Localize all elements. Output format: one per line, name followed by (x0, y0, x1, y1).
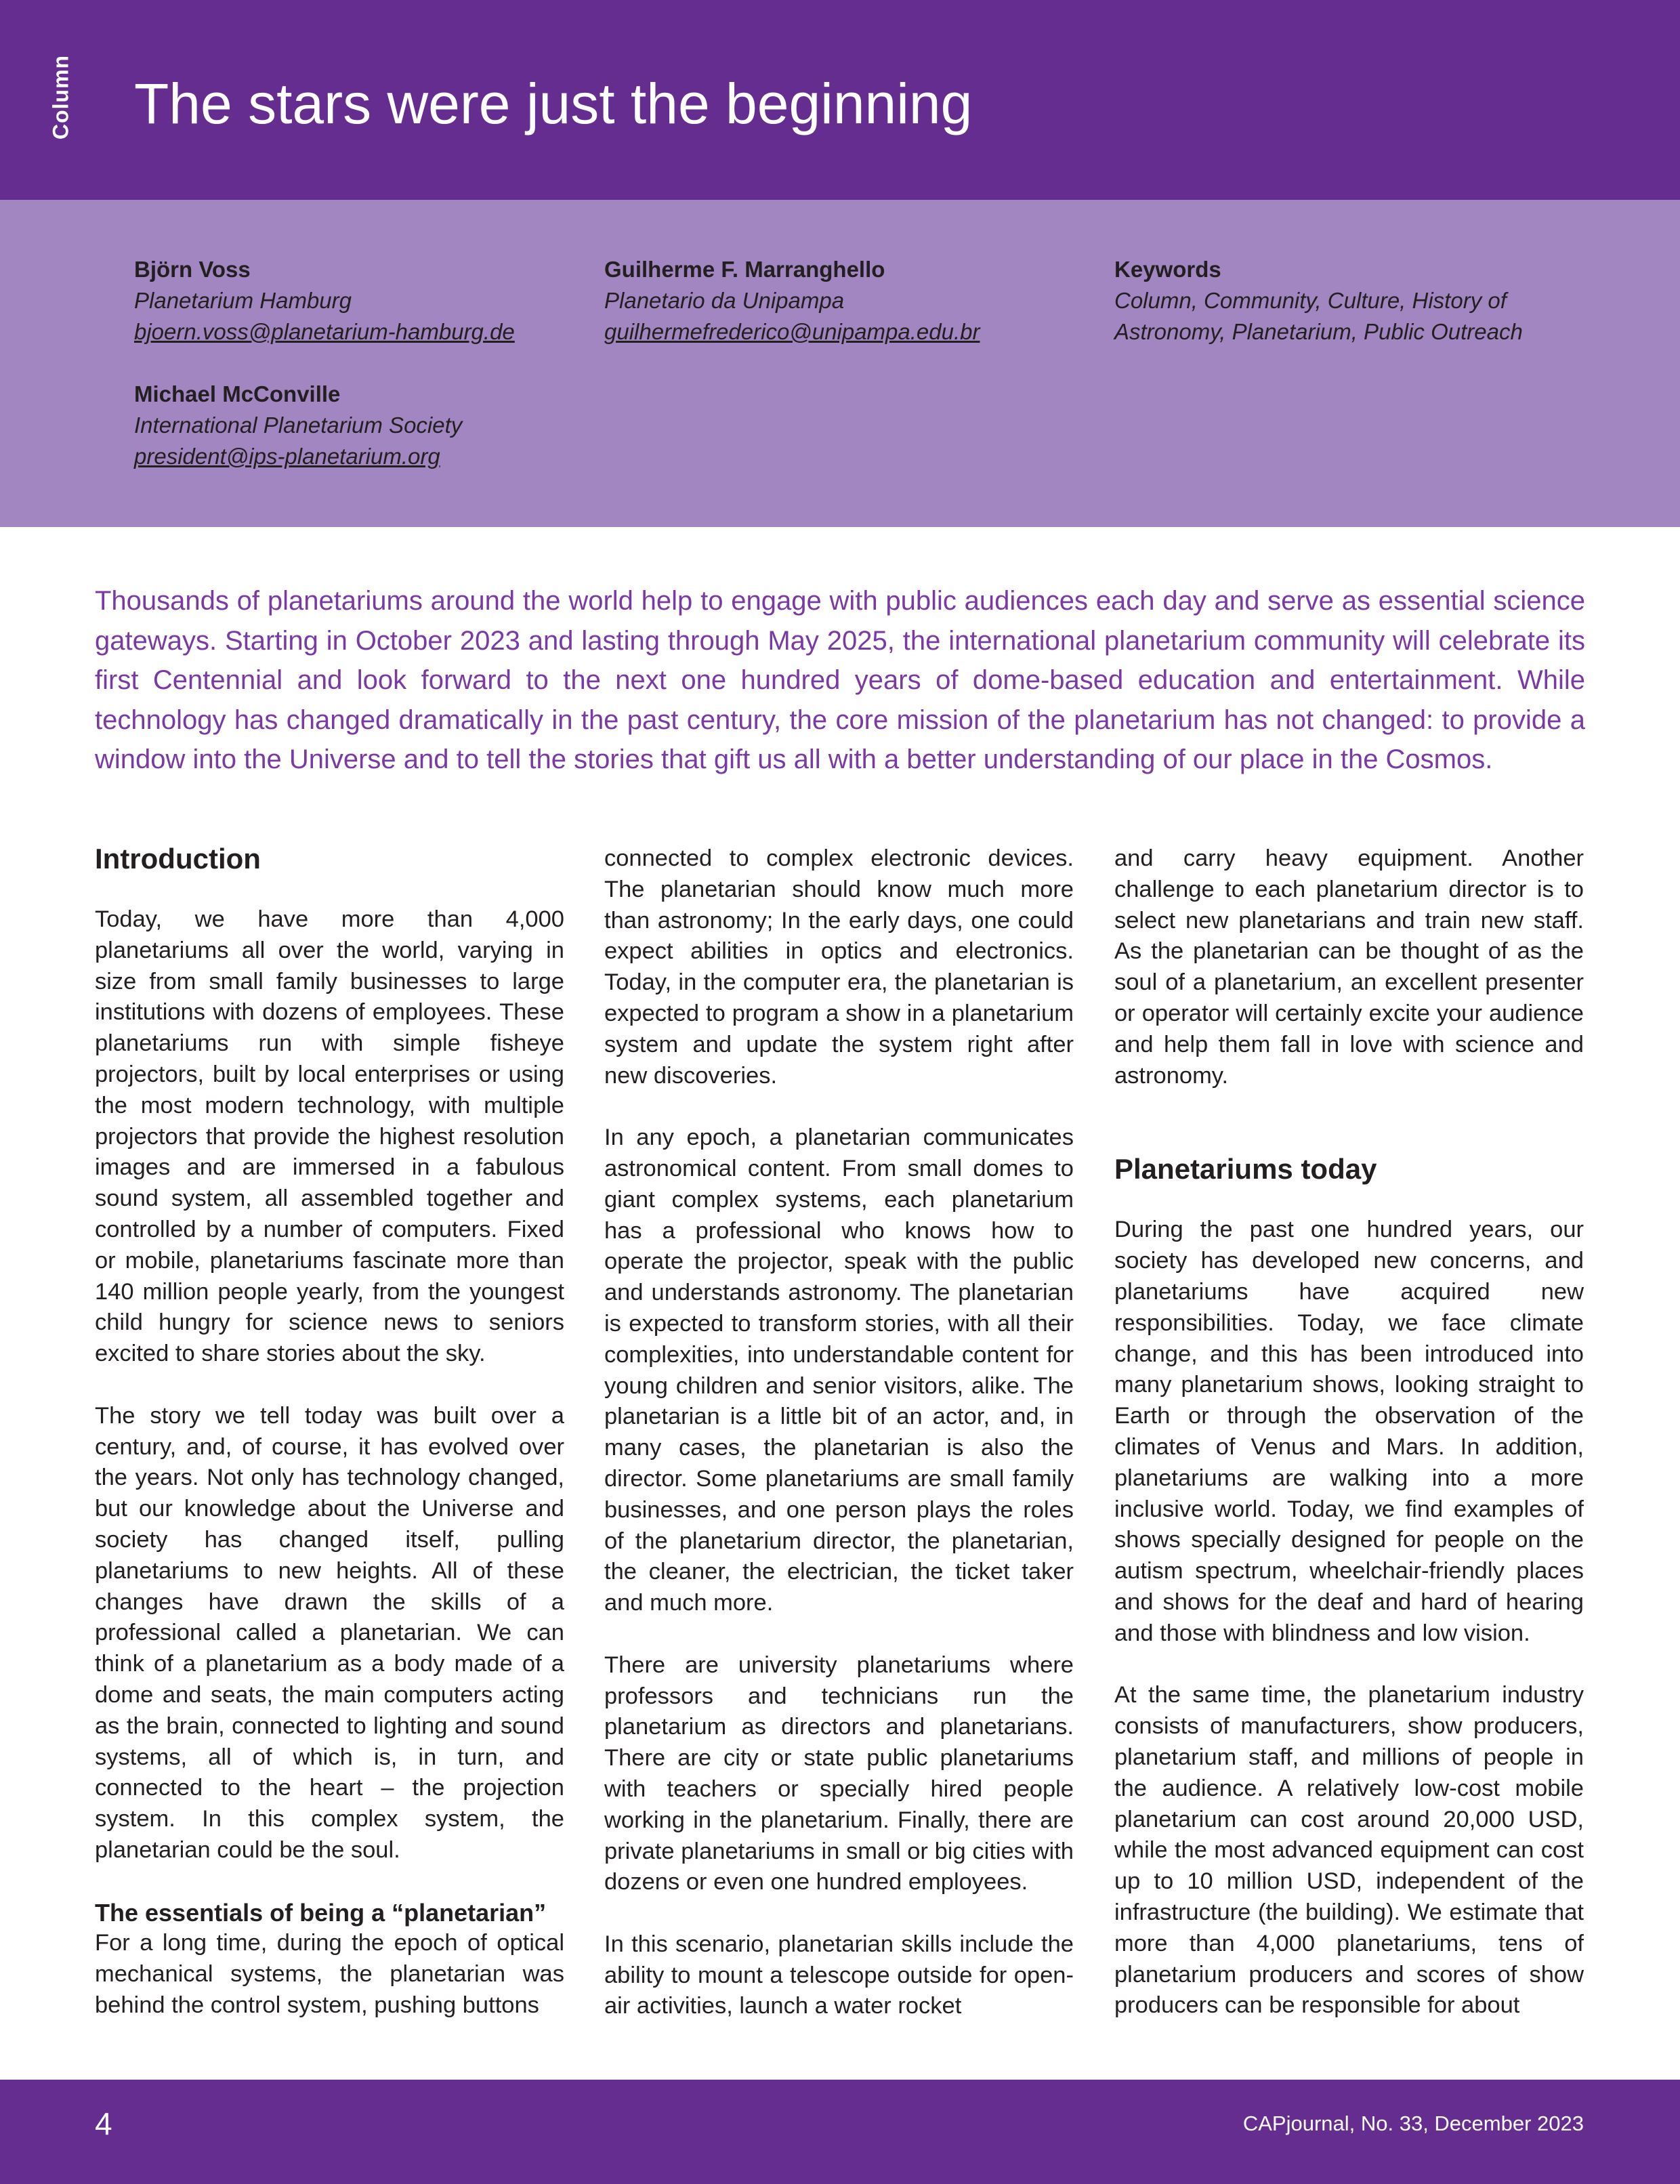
author-block (134, 254, 515, 348)
author-affiliation: International Planetarium Society (134, 413, 463, 438)
author-name: Michael McConville (134, 381, 341, 406)
author-name: Guilherme F. Marranghello (604, 257, 885, 282)
column-2 (604, 843, 1074, 2022)
paragraph: In this scenario, planetarian skills include the ability to mount a telescope outside for open-air activities, launch a water rocket (604, 1931, 1074, 2019)
author-block (604, 254, 980, 348)
author-name: Björn Voss (134, 257, 251, 282)
paragraph: connected to complex electronic devices. The planetarian should know much more than astronomy; In the early days, one could expect abilities in optics and electronics. Today, in the computer era, the planetarian is expected to program a show in a planetarium system and update the system right after new discoveries. (604, 845, 1074, 1089)
author-email-link[interactable]: president@ips-planetarium.org (134, 444, 440, 469)
author-affiliation: Planetarium Hamburg (134, 288, 352, 313)
page-number: 4 (95, 2106, 112, 2141)
keywords-block (1114, 254, 1523, 348)
section-heading-planetariums-today: Planetariums today (1114, 1153, 1377, 1185)
paragraph: In any epoch, a planetarian communicates astronomical content. From small domes to giant complex systems, each planetarium has a professional who knows how to operate the projector, speak with the public and understands astronomy. The planetarian is expected to transform stories, with all their complexities, into understandable content for young children and senior visitors, alike. The planetarian is a little bit of an actor, and, in many cases, the planetarian is also the director. Some planetariums are small family businesses, and one person plays the roles of the planetarium director, the planetarian, the cleaner, the electrician, the ticket taker and much more. (604, 1125, 1074, 1616)
author-affiliation: Planetario da Unipampa (604, 288, 845, 313)
author-email-link[interactable]: bjoern.voss@planetarium-hamburg.de (134, 319, 515, 344)
paragraph: There are university planetariums where professors and technicians run the planetarium as directors and planetarians. There are city or state public planetariums with teachers or specially hired people working in the planetarium. Finally, there are private planetariums in small or big cities with dozens or even one hundred employees. (604, 1652, 1074, 1895)
paragraph: The story we tell today was built over a century, and, of course, it has evolved over the years. Not only has technology changed, but our knowledge about the Universe and society has changed itself, pulling planetariums to new heights. All of these changes have drawn the skills of a professional called a planetarian. We can think of a planetarium as a body made of a dome and seats, the main computers acting as the brain, connected to lighting and sound systems, all of which is, in turn, and connected to the heart – the projection system. In this complex system, the planetarian could be the soul. (95, 1402, 564, 1863)
header-bar (0, 0, 1680, 200)
section-heading-introduction: Introduction (95, 843, 261, 875)
author-block (134, 379, 462, 472)
subsection-heading-essentials: The essentials of being a “planetarian” (95, 1898, 547, 1927)
author-band (0, 200, 1680, 527)
section-label: Column (48, 54, 73, 140)
keywords-heading: Keywords (1114, 257, 1221, 282)
article-title: The stars were just the beginning (134, 72, 973, 135)
paragraph: and carry heavy equipment. Another challenge to each planetarium director is to select new planetarians and train new staff. As the planetarian can be thought of as the soul of a planetarium, an excellent presenter or operator will certainly excite your audience and help them fall in love with science and astronomy. (1114, 845, 1584, 1089)
keywords-line: Astronomy, Planetarium, Public Outreach (1114, 319, 1523, 344)
paragraph: At the same time, the planetarium industry consists of manufacturers, show producers, planetarium staff, and millions of people in the audience. A relatively low-cost mobile planetarium can cost around 20,000 USD, while the most advanced equipment can cost up to 10 million USD, independent of the infrastructure (the building). We estimate that more than 4,000 planetariums, tens of planetarium producers and scores of show producers can be responsible for about (1114, 1682, 1584, 2019)
author-email-link[interactable]: guilhermefrederico@unipampa.edu.br (604, 319, 980, 344)
journal-citation: CAPjournal, No. 33, December 2023 (1242, 2112, 1584, 2135)
paragraph: Today, we have more than 4,000 planetariums all over the world, varying in size from small family businesses to large institutions with dozens of employees. These planetariums run with simple fisheye projectors, built by local enterprises or using the most modern technology, with multiple projectors that provide the highest resolution images and are immersed in a fabulous sound system, all assembled together and controlled by a number of computers. Fixed or mobile, planetariums fascinate more than 140 million people yearly, from the youngest child hungry for science news to seniors excited to share stories about the sky. (95, 906, 564, 1367)
paragraph: For a long time, during the epoch of optical mechanical systems, the planetarian was behind the control system, pushing buttons (95, 1930, 564, 2018)
column-1 (95, 843, 564, 2022)
column-3 (1114, 843, 1584, 2022)
keywords-line: Column, Community, Culture, History of (1114, 288, 1507, 313)
paragraph: During the past one hundred years, our society has developed new concerns, and planetariums have acquired new responsibilities. Today, we face climate change, and this has been introduced into many planetarium shows, looking straight to Earth or through the observation of the climates of Venus and Mars. In addition, planetariums are walking into a more inclusive world. Today, we find examples of shows specially designed for people on the autism spectrum, wheelchair-friendly places and shows for the deaf and hard of hearing and those with blindness and low vision. (1114, 1217, 1584, 1646)
abstract: Thousands of planetariums around the world help to engage with public audiences each day and serve as essential science gateways. Starting in October 2023 and lasting through May 2025, the international planetarium community will celebrate its first Centennial and look forward to the next one hundred years of dome-based education and entertainment. While technology has changed dramatically in the past century, the core mission of the planetarium has not changed: to provide a window into the Universe and to tell the stories that gift us all with a better understanding of our place in the Cosmos. (95, 586, 1585, 774)
